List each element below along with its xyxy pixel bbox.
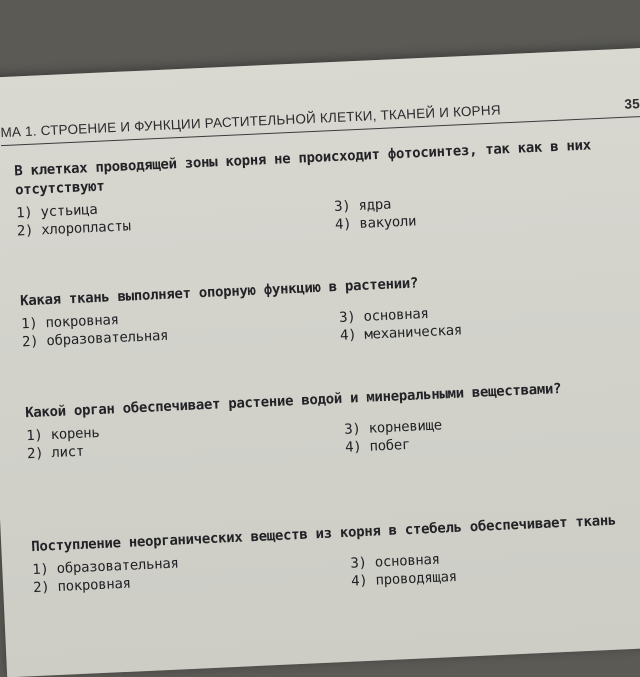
page-number: 35 xyxy=(624,96,640,112)
question-text: Какая ткань выполняет опорную функцию в растении? xyxy=(19,275,419,310)
chapter-title: МА 1. СТРОЕНИЕ И ФУНКЦИИ РАСТИТЕЛЬНОЙ КЛЕТКИ, ТКАНЕЙ И КОРНЯ xyxy=(0,102,502,141)
option-4: 4) механическая xyxy=(339,322,463,344)
option-2: 2) образовательная xyxy=(21,327,169,351)
option-3: 3) основная xyxy=(350,551,441,572)
question-1 xyxy=(14,134,640,244)
question-2 xyxy=(20,264,640,355)
option-3: 3) основная xyxy=(338,305,429,326)
option-1: 1) покровная xyxy=(20,311,120,333)
option-1: 1) устьица xyxy=(15,201,98,222)
option-4: 4) проводящая xyxy=(350,568,458,590)
question-4 xyxy=(31,510,640,601)
option-1: 1) образовательная xyxy=(32,555,179,579)
option-3: 3) ядра xyxy=(333,196,392,216)
option-3: 3) корневище xyxy=(343,417,443,438)
option-2: 2) покровная xyxy=(32,575,132,597)
running-header xyxy=(0,96,640,140)
question-3 xyxy=(25,376,640,467)
question-text: Поступление неорганических веществ из корня в стебель обеспечивает ткань xyxy=(30,512,617,556)
question-text: В клетках проводящей зоны корня не происходит фотосинтез, так как в них отсутствуют xyxy=(13,137,592,199)
option-4: 4) побег xyxy=(344,436,411,456)
option-4: 4) вакуоли xyxy=(334,213,417,234)
question-text: Какой орган обеспечивает растение водой и минеральными веществами? xyxy=(24,380,562,422)
option-2: 2) хлоропласты xyxy=(16,218,132,240)
textbook-page xyxy=(0,46,640,677)
option-1: 1) корень xyxy=(25,424,100,445)
option-2: 2) лист xyxy=(26,443,85,463)
